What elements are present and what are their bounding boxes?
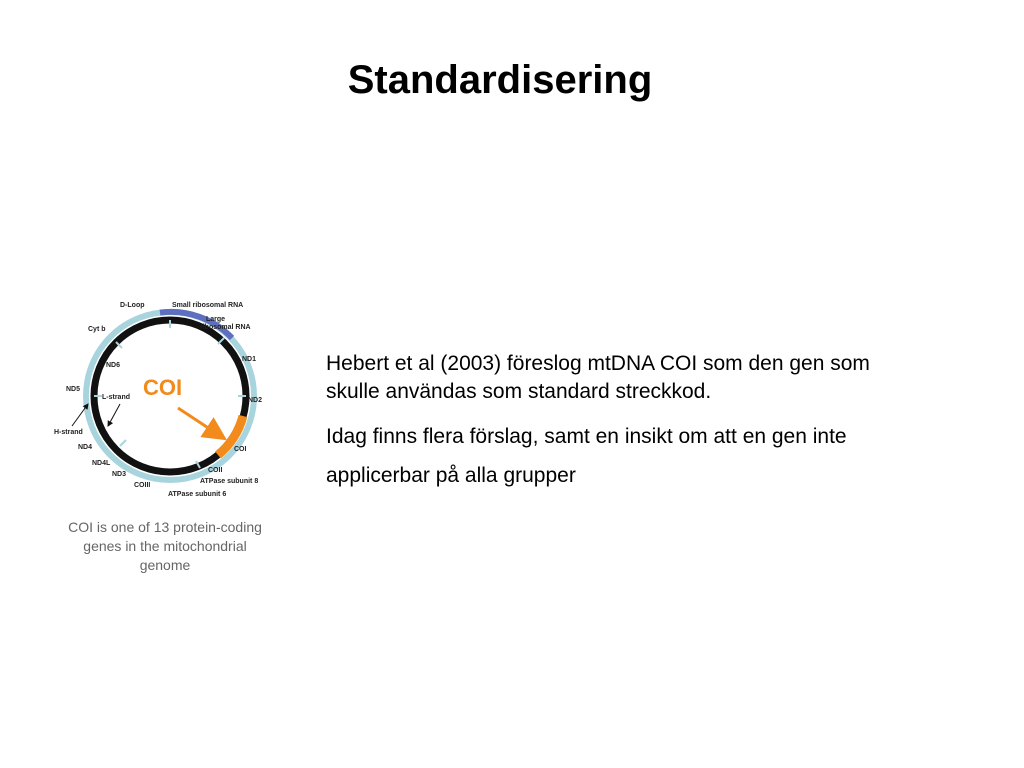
label-nd4l: ND4L	[92, 460, 111, 467]
label-nd6: ND6	[106, 362, 121, 369]
label-atpase6: ATPase subunit 6	[168, 491, 227, 498]
label-large-rrna-2: ribosomal RNA	[200, 324, 251, 331]
mitochondrial-genome-figure	[50, 296, 280, 586]
label-nd5: ND5	[66, 386, 81, 393]
label-coiii: COIII	[134, 482, 151, 489]
label-h-strand: H-strand	[54, 429, 83, 436]
slide-title: Standardisering	[347, 58, 653, 102]
label-l-strand: L-strand	[102, 394, 130, 401]
figure-caption: COI is one of 13 protein-coding genes in the mitochondrial genome	[68, 519, 262, 573]
slide-body	[326, 350, 901, 495]
label-nd2: ND2	[248, 397, 263, 404]
label-nd4: ND4	[78, 444, 93, 451]
coi-highlight-label: COI	[143, 375, 183, 400]
paragraph-2: Idag finns flera förslag, samt en insikt om att en gen inte applicerbar på alla grupper	[326, 425, 847, 487]
label-coii: COII	[208, 467, 223, 474]
label-nd3: ND3	[112, 471, 127, 478]
coi-arrow	[178, 408, 222, 437]
label-d-loop: D-Loop	[120, 302, 145, 309]
label-large-rrna-1: Large	[206, 316, 226, 323]
paragraph-1: Hebert et al (2003) föreslog mtDNA COI som den gen som skulle användas som standard streckkod.	[326, 352, 870, 403]
label-nd1: ND1	[242, 356, 257, 363]
label-small-rrna: Small ribosomal RNA	[172, 302, 244, 309]
l-strand-arrow	[108, 404, 120, 426]
label-cyt-b: Cyt b	[88, 326, 106, 333]
label-atpase8: ATPase subunit 8	[200, 478, 259, 485]
label-coi-small: COI	[234, 446, 247, 453]
